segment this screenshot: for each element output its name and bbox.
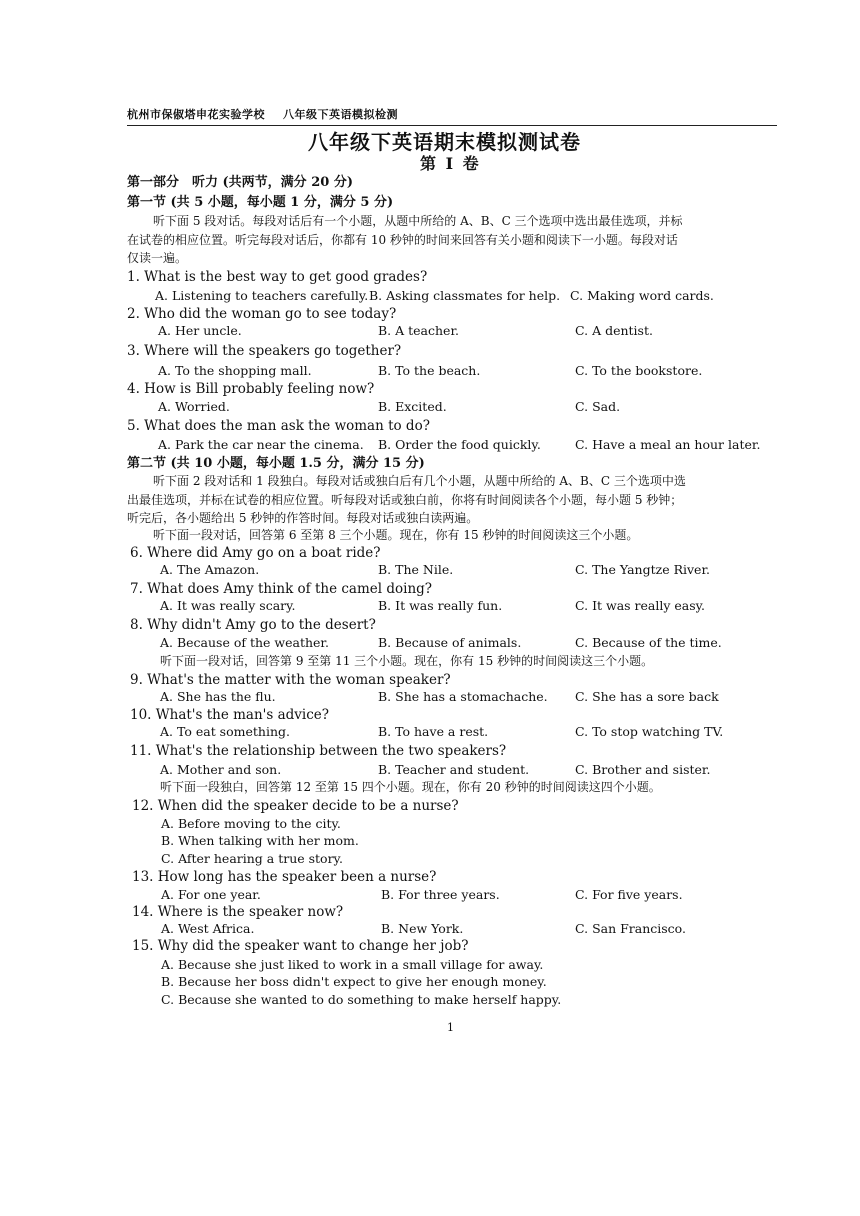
option-b: B. Asking classmates for help.: [369, 288, 561, 303]
option-b: B. Excited.: [378, 399, 447, 414]
option-a: A. Because of the weather.: [160, 635, 330, 650]
volume-label: 第 I 卷: [420, 154, 481, 173]
question-12: 12. When did the speaker decide to be a nurse?: [132, 798, 459, 814]
options-row: [160, 725, 723, 739]
options-row: [161, 922, 686, 936]
section1-heading: 第一节 (共 5 小题，每小题 1 分，满分 5 分): [127, 195, 394, 210]
page-title: 八年级下英语期末模拟测试卷: [308, 130, 581, 154]
option-b: B. The Nile.: [378, 562, 454, 577]
question-15: 15. Why did the speaker want to change her job?: [132, 938, 469, 954]
option-b: B. Order the food quickly.: [378, 437, 541, 452]
option-c: C. To the bookstore.: [575, 363, 703, 378]
part1-heading: 第一部分 听力 (共两节，满分 20 分): [127, 175, 353, 190]
options-row: [158, 324, 653, 338]
option-c: C. Because she wanted to do something to make herself happy.: [161, 992, 562, 1007]
section2-note: 听下面一段独白，回答第 12 至第 15 四个小题。现在，你有 20 秒钟的时间阅读这四个小题。: [160, 780, 661, 794]
section2-instruction-line: 听完后，各小题给出 5 秒钟的作答时间。每段对话或独白读两遍。: [127, 511, 479, 525]
options-row: [160, 563, 710, 577]
option-b: B. A teacher.: [378, 323, 460, 338]
option-a: A. West Africa.: [161, 921, 255, 936]
option-a: A. Worried.: [158, 399, 230, 414]
option-a: A. For one year.: [161, 887, 261, 902]
option-c: C. To stop watching TV.: [575, 724, 724, 739]
section2-heading: 第二节 (共 10 小题，每小题 1.5 分，满分 15 分): [127, 456, 425, 471]
option-b: B. Because of animals.: [378, 635, 522, 650]
option-a: A. To eat something.: [160, 724, 290, 739]
question-2: 2. Who did the woman go to see today?: [127, 306, 397, 322]
option-a: A. It was really scary.: [160, 598, 296, 613]
options-row: [160, 636, 722, 650]
option-a: A. Her uncle.: [158, 323, 242, 338]
option-a: A. She has the flu.: [160, 689, 276, 704]
option-c: C. San Francisco.: [575, 921, 686, 936]
question-14: 14. Where is the speaker now?: [132, 904, 344, 920]
option-a: A. Before moving to the city.: [161, 816, 341, 831]
options-row: [158, 438, 760, 452]
header-exam-name: 八年级下英语模拟检测: [283, 108, 398, 121]
question-13: 13. How long has the speaker been a nurse?: [132, 869, 437, 885]
option-c: C. For five years.: [575, 887, 683, 902]
option-a: A. Mother and son.: [160, 762, 282, 777]
option-b: B. When talking with her mom.: [161, 833, 359, 848]
option-b: B. To the beach.: [378, 363, 481, 378]
section2-instruction-line: 出最佳选项，并标在试卷的相应位置。听每段对话或独白前，你将有时间阅读各个小题，每小题 5 秒钟；: [127, 493, 683, 507]
options-row: [160, 763, 710, 777]
option-b: B. She has a stomachache.: [378, 689, 548, 704]
option-c: C. She has a sore back: [575, 689, 719, 704]
option-c: C. Making word cards.: [570, 288, 714, 303]
option-b: B. It was really fun.: [378, 598, 503, 613]
header-school: 杭州市保俶塔申花实验学校: [127, 108, 265, 121]
option-b: B. New York.: [381, 921, 464, 936]
option-c: C. Because of the time.: [575, 635, 722, 650]
option-b: B. Because her boss didn't expect to give her enough money.: [161, 974, 547, 989]
option-c: C. Have a meal an hour later.: [575, 437, 761, 452]
option-b: B. Teacher and student.: [378, 762, 530, 777]
options-row: [155, 289, 714, 303]
question-9: 9. What's the matter with the woman speaker?: [130, 672, 451, 688]
question-4: 4. How is Bill probably feeling now?: [127, 381, 375, 397]
question-8: 8. Why didn't Amy go to the desert?: [130, 617, 376, 633]
option-a: A. Park the car near the cinema.: [158, 437, 364, 452]
options-row: [160, 690, 719, 704]
question-1: 1. What is the best way to get good grades?: [127, 269, 428, 285]
question-10: 10. What's the man's advice?: [130, 707, 330, 723]
option-a: A. To the shopping mall.: [158, 363, 312, 378]
option-c: C. Brother and sister.: [575, 762, 711, 777]
option-c: C. Sad.: [575, 399, 621, 414]
option-b: B. For three years.: [381, 887, 500, 902]
section2-note: 听下面一段对话，回答第 6 至第 8 三个小题。现在，你有 15 秒钟的时间阅读这三个小题。: [153, 528, 639, 542]
options-row: [158, 400, 620, 414]
option-c: C. The Yangtze River.: [575, 562, 711, 577]
question-3: 3. Where will the speakers go together?: [127, 343, 402, 359]
option-c: C. It was really easy.: [575, 598, 706, 613]
question-6: 6. Where did Amy go on a boat ride?: [130, 545, 381, 561]
header-divider: [127, 125, 777, 126]
options-row: [160, 599, 705, 613]
section2-note: 听下面一段对话，回答第 9 至第 11 三个小题。现在，你有 15 秒钟的时间阅读这三个小题。: [160, 654, 654, 668]
option-a: A. The Amazon.: [160, 562, 260, 577]
question-7: 7. What does Amy think of the camel doing?: [130, 581, 433, 597]
option-c: C. A dentist.: [575, 323, 653, 338]
section1-instruction-line: 听下面 5 段对话。每段对话后有一个小题，从题中所给的 A、B、C 三个选项中选出最佳选项，并标: [153, 214, 683, 228]
page-number: 1: [447, 1021, 454, 1034]
question-5: 5. What does the man ask the woman to do?: [127, 418, 430, 434]
option-c: C. After hearing a true story.: [161, 851, 343, 866]
option-b: B. To have a rest.: [378, 724, 489, 739]
section1-instruction-line: 在试卷的相应位置。听完每段对话后，你都有 10 秒钟的时间来回答有关小题和阅读下一小题。每段对话: [127, 233, 678, 247]
question-11: 11. What's the relationship between the two speakers?: [130, 743, 507, 759]
options-row: [158, 364, 702, 378]
option-a: A. Because she just liked to work in a small village for away.: [161, 957, 544, 972]
section1-instruction-line: 仅读一遍。: [127, 251, 188, 265]
options-row: [161, 888, 683, 902]
option-a: A. Listening to teachers carefully.: [155, 288, 369, 303]
section2-instruction-line: 听下面 2 段对话和 1 段独白。每段对话或独白后有几个小题，从题中所给的 A、B、C 三个选项中选: [153, 474, 686, 488]
